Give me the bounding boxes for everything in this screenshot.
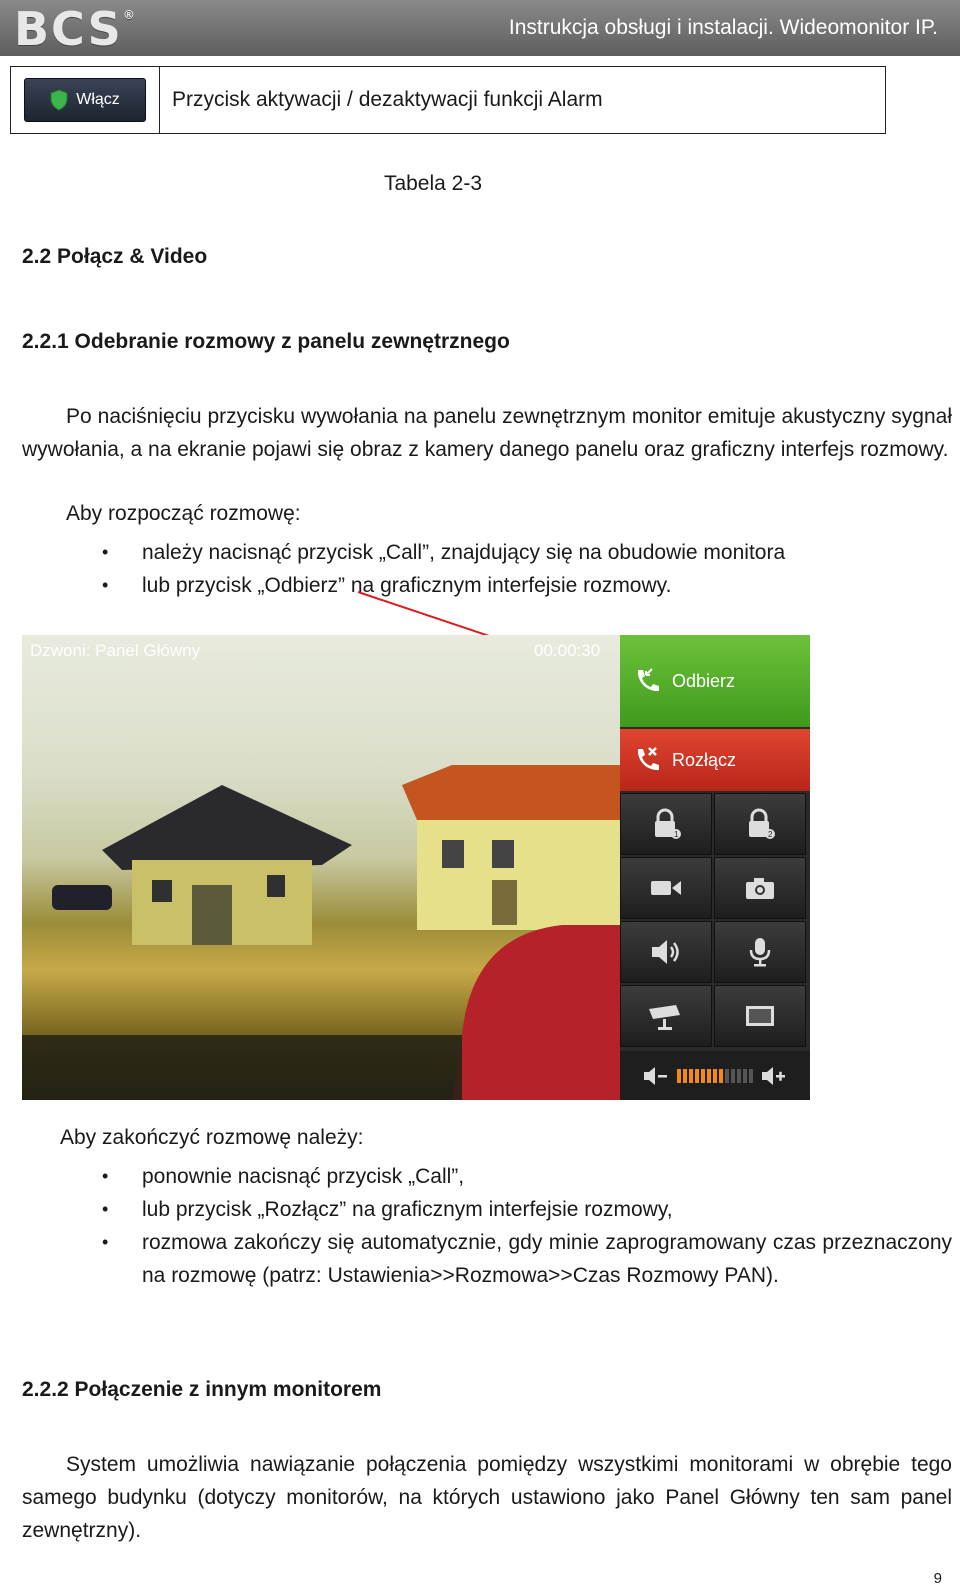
hangup-label: Rozłącz: [672, 749, 737, 770]
volume-segment: [677, 1069, 681, 1083]
volume-segment: [737, 1069, 741, 1083]
table-caption: Tabela 2-3: [383, 172, 483, 195]
lock-2-icon: [745, 808, 775, 840]
microphone-button[interactable]: [714, 921, 806, 983]
volume-segment: [731, 1069, 735, 1083]
caller-label: Dzwoni: Panel Główny: [30, 641, 201, 660]
volume-segment: [725, 1069, 729, 1083]
subsection-heading-2: 2.2.2 Połączenie z innym monitorem: [22, 1378, 382, 1401]
svg-text:2: 2: [768, 830, 773, 839]
volume-segment: [683, 1069, 687, 1083]
volume-up-icon[interactable]: [761, 1066, 787, 1086]
speaker-button[interactable]: [620, 921, 712, 983]
svg-text:1: 1: [674, 830, 679, 839]
end-call-list: [102, 1160, 952, 1292]
start-call-lead: Aby rozpocząć rozmowę:: [66, 502, 301, 525]
call-control-panel: [620, 635, 810, 1100]
house-scene: [22, 635, 620, 1100]
list-item: • ponownie nacisnąć przycisk „Call”,: [102, 1160, 952, 1193]
record-video-button[interactable]: [620, 857, 712, 919]
volume-control: [620, 1051, 810, 1100]
cctv-camera-icon: [646, 1001, 686, 1031]
volume-segment: [707, 1069, 711, 1083]
end-call-lead: Aby zakończyć rozmowę należy:: [60, 1126, 364, 1149]
camera-view: [22, 635, 620, 1100]
volume-segment: [743, 1069, 747, 1083]
header-title: Instrukcja obsługi i instalacji. Wideomonitor IP.: [508, 16, 938, 39]
screen-icon: [745, 1005, 775, 1027]
call-timer: 00:00:30: [534, 641, 601, 660]
hangup-button[interactable]: [620, 729, 810, 791]
table-cell-description: Przycisk aktywacji / dezaktywacji funkcji Alarm: [172, 88, 603, 111]
video-camera-icon: [650, 877, 682, 899]
page-number: 9: [933, 1570, 942, 1587]
volume-segment: [701, 1069, 705, 1083]
paragraph-1: Po naciśnięciu przycisku wywołania na panelu zewnętrznym monitor emituje akustyczny sygnał wywołania, a na ekranie pojawi się obraz z kamery danego panelu oraz graficzny interfejs rozmowy.: [22, 405, 952, 461]
unlock-2-button[interactable]: [714, 793, 806, 855]
microphone-icon: [748, 937, 772, 967]
unlock-1-button[interactable]: [620, 793, 712, 855]
phone-hangup-icon: [632, 745, 662, 775]
volume-segment: [713, 1069, 717, 1083]
pointer-arrow: [0, 0, 960, 720]
bcs-logo: BCS®: [14, 2, 137, 56]
list-item: • lub przycisk „Odbierz” na graficznym interfejsie rozmowy.: [102, 569, 952, 602]
volume-level-bar[interactable]: [677, 1069, 753, 1083]
volume-segment: [749, 1069, 753, 1083]
list-item: • rozmowa zakończy się automatycznie, gdy minie zaprogramowany czas przeznaczony na rozmowę (patrz: Ustawienia>>Rozmowa>>Czas Rozmowy PAN).: [102, 1226, 952, 1292]
volume-down-icon[interactable]: [643, 1066, 669, 1086]
list-item: • lub przycisk „Rozłącz” na graficznym interfejsie rozmowy,: [102, 1193, 952, 1226]
snapshot-button[interactable]: [714, 857, 806, 919]
volume-segment: [719, 1069, 723, 1083]
section-heading: 2.2 Połącz & Video: [22, 245, 208, 268]
phone-answer-icon: [632, 666, 662, 696]
lock-1-icon: [651, 808, 681, 840]
alarm-enable-label: Włącz: [76, 91, 120, 108]
camera-switch-button[interactable]: [620, 985, 712, 1047]
subsection-heading-1: 2.2.1 Odebranie rozmowy z panelu zewnętrznego: [22, 330, 510, 353]
intercom-screen: [22, 635, 810, 1100]
speaker-icon: [650, 938, 682, 966]
screen-button[interactable]: [714, 985, 806, 1047]
volume-segment: [689, 1069, 693, 1083]
volume-segment: [695, 1069, 699, 1083]
paragraph-2: System umożliwia nawiązanie połączenia pomiędzy wszystkimi monitorami w obrębie tego samego budynku (dotyczy monitorów, na których ustawiono jako Panel Główny ten sam panel zewnętrzny).: [22, 1453, 952, 1542]
answer-label: Odbierz: [672, 670, 736, 691]
photo-camera-icon: [745, 876, 775, 900]
answer-button[interactable]: [620, 635, 810, 727]
list-item: • należy nacisnąć przycisk „Call”, znajdujący się na obudowie monitora: [102, 536, 952, 569]
